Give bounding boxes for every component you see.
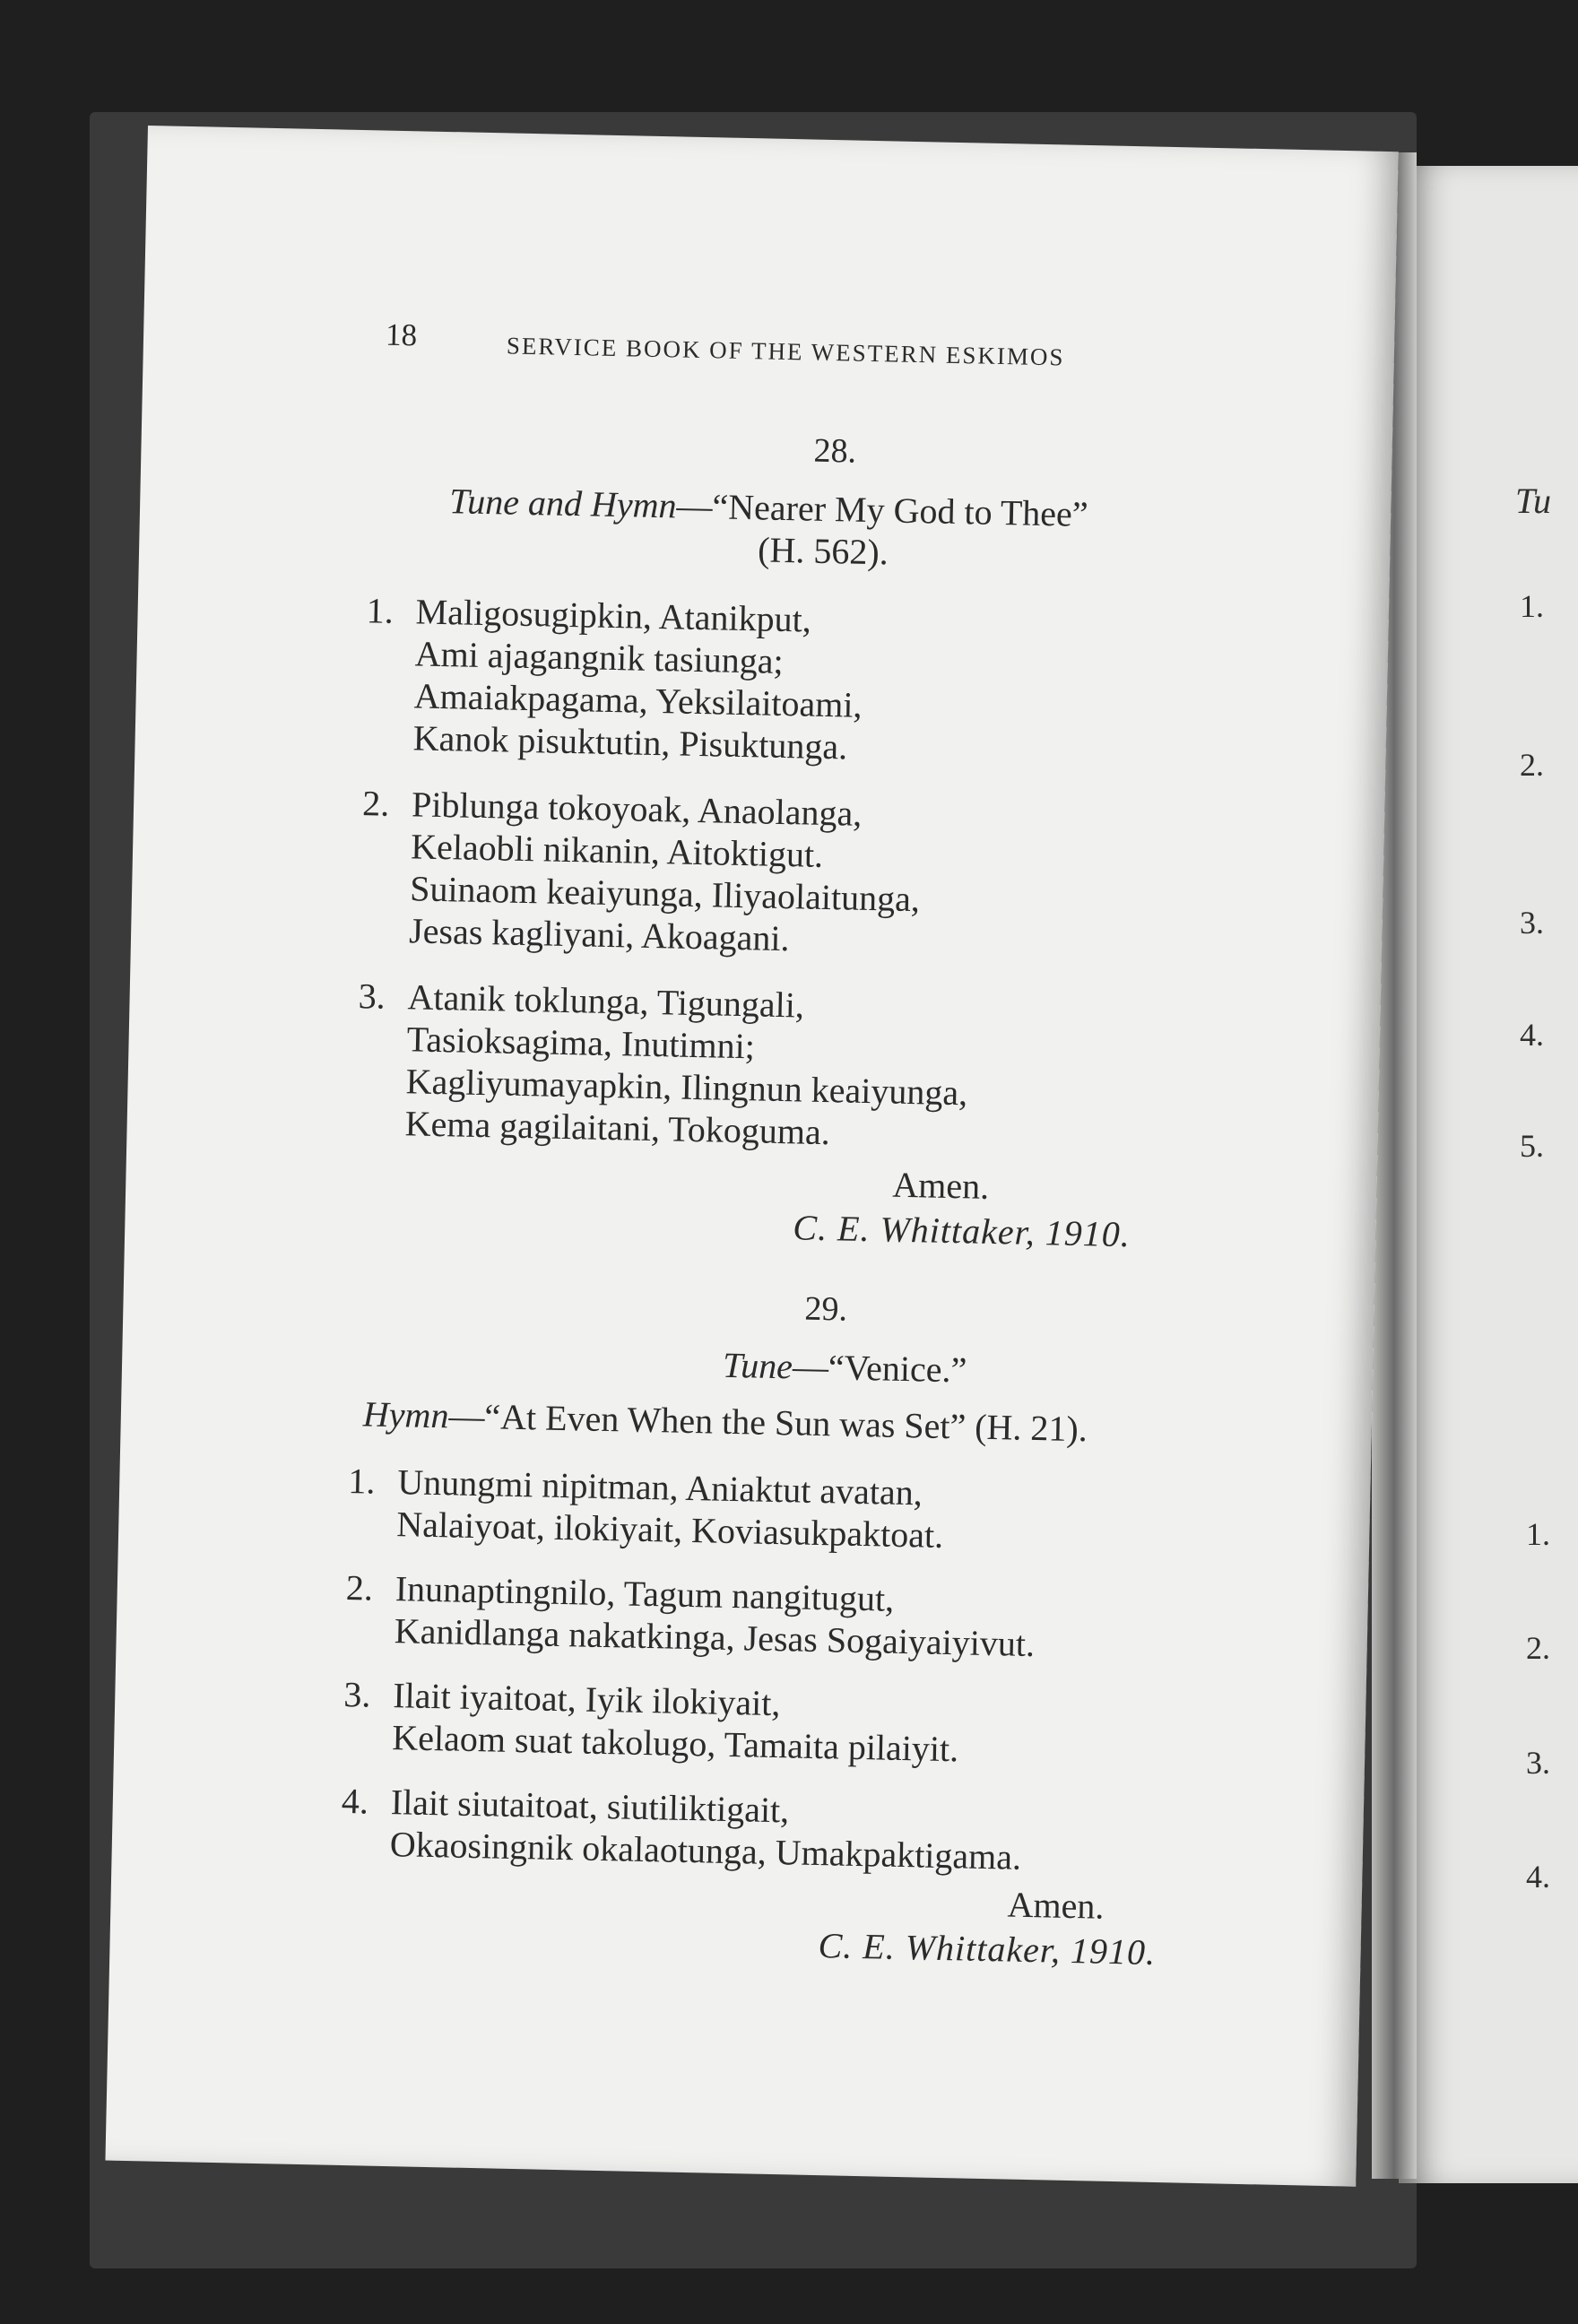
hymn-heading-label: Hymn (362, 1393, 449, 1436)
tune-heading (723, 1344, 967, 1392)
hymn-heading (362, 1392, 1088, 1450)
facing-page-verse-number: 4. (1520, 1017, 1544, 1053)
hymn-reference: (H. 562). (757, 529, 889, 573)
verse-line: Inunaptingnilo, Tagum nangitugut, (394, 1568, 895, 1619)
hymn-amen: Amen. (891, 1164, 990, 1207)
facing-page-verse-number: 2. (1526, 1630, 1550, 1666)
verse-number: 1. (347, 1461, 376, 1502)
verse-line: Kema gagilaitani, Tokoguma. (404, 1103, 831, 1153)
verse-line: Suinaom keaiyunga, Iliyaolaitunga, (409, 868, 921, 920)
tune-title: —“Venice.” (792, 1346, 967, 1391)
verse-line: Amaiakpagama, Yeksilaitoami, (413, 675, 863, 725)
verse-number: 1. (366, 590, 394, 631)
verse-number: 2. (345, 1566, 374, 1609)
verse-number: 2. (361, 783, 390, 824)
facing-page-verse-number: 3. (1526, 1745, 1550, 1781)
facing-page-verse-number: 1. (1520, 588, 1544, 624)
facing-page (1399, 166, 1578, 2183)
verse-line: Jesas kagliyani, Akoagani. (408, 910, 790, 959)
verse-line: Kanidlanga nakatkinga, Jesas Sogaiyaiyivut. (394, 1610, 1036, 1665)
verse-line: Tasioksagima, Inutimni; (406, 1019, 756, 1067)
facing-page-verse-number: 3. (1520, 905, 1544, 941)
facing-page-heading-fragment: Tu (1515, 481, 1552, 521)
verse-line: Atanik toklunga, Tigungali, (407, 976, 805, 1026)
facing-page-verse-number: 4. (1526, 1859, 1550, 1895)
verse-number: 3. (358, 976, 386, 1017)
hymn-author: C. E. Whittaker, 1910. (792, 1207, 1131, 1255)
left-page (105, 126, 1398, 2187)
facing-page-verse-number: 5. (1520, 1128, 1544, 1164)
facing-page-verse-number: 1. (1526, 1516, 1550, 1552)
verse-line: Kelaom suat takolugo, Tamaita pilaiyit. (391, 1717, 959, 1770)
verse-line: Kanok pisuktutin, Pisuktunga. (412, 717, 848, 767)
verse-line: Okaosingnik okalaotunga, Umakpaktigama. (389, 1824, 1022, 1877)
verse-line: Maligosugipkin, Atanikput, (415, 591, 812, 640)
tune-label: Tune (722, 1344, 793, 1387)
verse-line: Ami ajagangnik tasiunga; (414, 633, 785, 681)
verse-line: Nalaiyoat, ilokiyait, Koviasukpaktoat. (395, 1504, 944, 1556)
hymn-number: 29. (804, 1289, 848, 1329)
running-title: SERVICE BOOK OF THE WESTERN ESKIMOS (506, 332, 1065, 371)
verse-number: 3. (342, 1673, 371, 1715)
verse-line: Piblunga tokoyoak, Anaolanga, (411, 784, 863, 834)
hymn-heading-label: Tune and Hymn (448, 481, 678, 526)
hymn-heading (449, 480, 1088, 535)
verse-line: Ilait iyaitoat, Iyik ilokiyait, (392, 1675, 781, 1724)
hymn-amen: Amen. (1007, 1884, 1105, 1927)
verse-line: Ilait siutaitoat, siutiliktigait, (390, 1782, 790, 1831)
verse-line: Kagliyumayapkin, Ilingnun keaiyunga, (405, 1061, 968, 1114)
hymn-heading-title: —“Nearer My God to Thee” (676, 485, 1089, 535)
hymn-number: 28. (813, 431, 857, 471)
verse-line: Kelaobli nikanin, Aitoktigut. (410, 826, 824, 875)
verse-number: 4. (341, 1780, 369, 1822)
hymn-heading-title: —“At Even When the Sun was Set” (H. 21). (448, 1395, 1088, 1450)
verse-line: Unungmi nipitman, Aniaktut avatan, (396, 1461, 923, 1513)
hymn-author: C. E. Whittaker, 1910. (818, 1925, 1157, 1973)
page-number: 18 (385, 317, 418, 353)
facing-page-verse-number: 2. (1520, 747, 1544, 783)
